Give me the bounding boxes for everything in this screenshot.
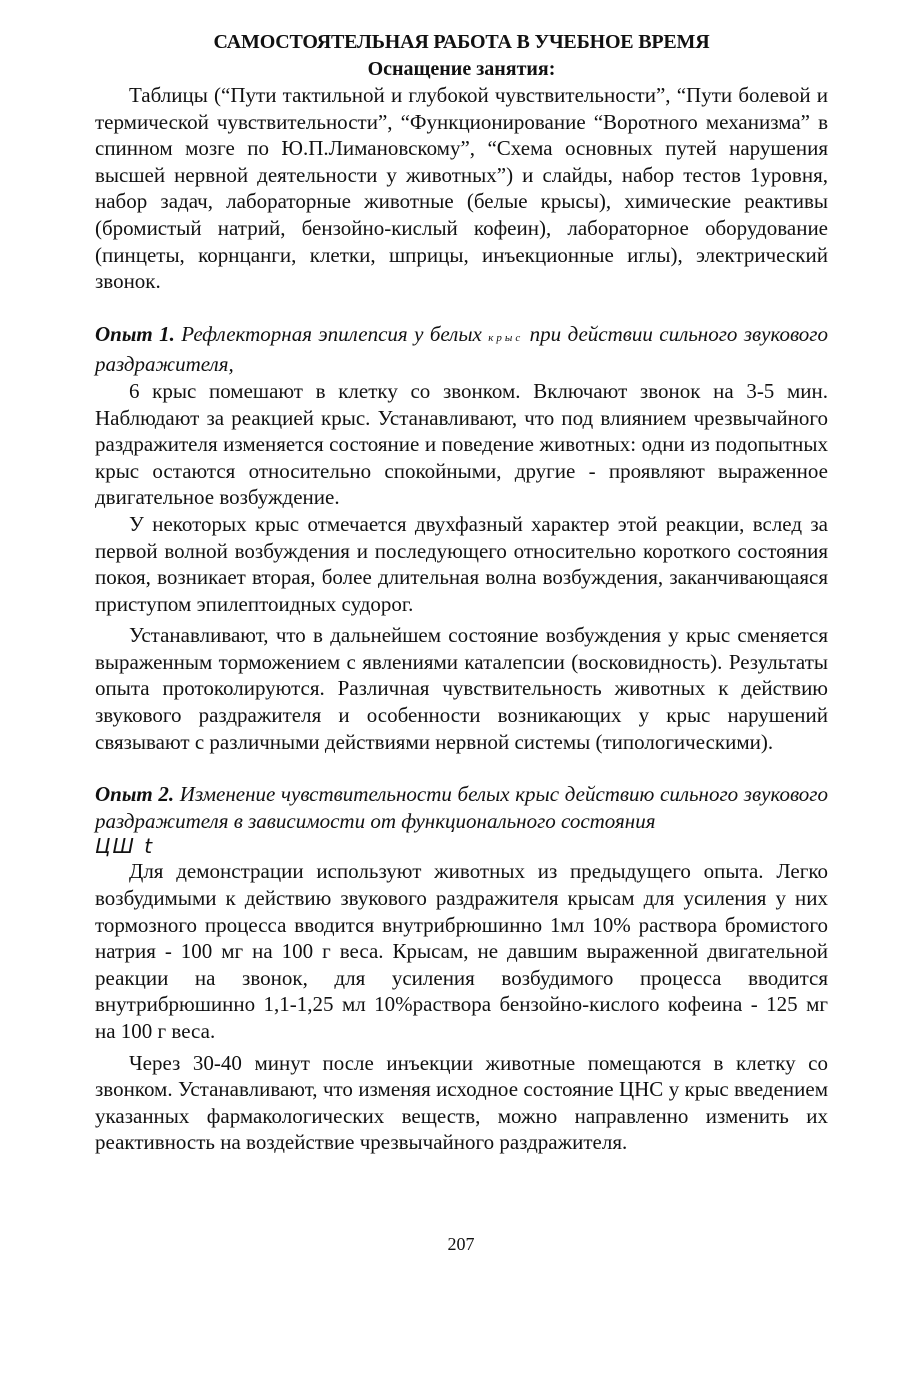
experiment-2-heading: [95, 781, 828, 858]
experiment-1-paragraph-3: Устанавливают, что в дальнейшем состояние возбуждения у крыс сменяется выраженным торможением с явлениями каталепсии (восковидность). Результаты опыта протоколируются. Различная чувствительность животных к действию звукового раздражителя и особенности возникающих у крыс нарушений связывают с различными действиями нервной системы (типологическими).: [95, 623, 828, 754]
experiment-1-paragraph-1: 6 крыс помешают в клетку со звонком. Включают звонок на 3-5 мин. Наблюдают за реакцией крыс. Устанавливают, что под влиянием чрезвычайного раздражителя изменяется состояние и поведение животных: одни из подопытных крыс остаются относительно спокойными, другие - проявляют выраженное двигательное возбуждение.: [95, 378, 828, 510]
section-gap: [95, 295, 828, 321]
experiment-2-title-tail: ЦШ t: [95, 834, 155, 859]
experiment-1-label: Опыт 1.: [95, 321, 175, 346]
document-page: [95, 28, 828, 1156]
page-title: САМОСТОЯТЕЛЬНАЯ РАБОТА В УЧЕБНОЕ ВРЕМЯ: [213, 31, 710, 53]
section-gap: [95, 755, 828, 781]
section-subtitle: Оснащение занятия:: [367, 58, 556, 80]
equipment-paragraph: Таблицы (“Пути тактильной и глубокой чувствительности”, “Пути болевой и термической чувствительности”, “Функционирование “Воротного механизма” в спинном мозге по Ю.П.Лимановскому”, “Схема основных путей нарушения высшей нервной деятельности у животных”) и слайды, набор тестов 1уровня, набор задач, лабораторные животные (белые крысы), химические реактивы (бромистый натрий, бензойно-кислый кофеин), лабораторное оборудование (пинцеты, корнцанги, клетки, шприцы, инъекционные иглы), электрический звонок.: [95, 83, 828, 294]
experiment-2-paragraph-2: Через 30-40 минут после инъекции животные помещаются в клетку со звонком. Устанавливают, что изменяя исходное состояние ЦНС у крыс введением указанных фармакологических веществ, можно направленно изменить их реактивность на воздействие чрезвычайного раздражителя.: [95, 1050, 828, 1155]
experiment-1-paragraph-2: У некоторых крыс отмечается двухфазный характер этой реакции, вслед за первой волной возбуждения и последующего относительно короткого состояния покоя, возникает вторая, более длительная волна возбуждения, заканчивающаяся приступом эпилептоидных судорог.: [95, 511, 828, 616]
experiment-1-title-part1: Рефлекторная эпилепсия у белых: [174, 321, 489, 346]
experiment-2-paragraph-1: Для демонстрации используют животных из предыдущего опыта. Легко возбудимыми к действию звукового раздражителя крысам для усиления у них тормозного процесса вводится внутрибрюшинно 1мл 10% раствора бромистого натрия - 100 мг на 100 г веса. Крысам, не давшим выраженной двигательной реакции на звонок, для усиления возбудимого процесса вводится внутрибрюшинно 1,1-1,25 мл 10%раствора бензойно-кислого кофеина - 125 мг на 100 г веса.: [95, 859, 828, 1043]
experiment-2-title: Изменение чувствительности белых крыс действию сильного звукового раздражителя в зависимости от функционального состояния: [95, 782, 828, 833]
page-number: 207: [447, 1234, 475, 1254]
experiment-2-label: Опыт 2.: [95, 782, 175, 807]
experiment-1-heading: [95, 321, 828, 378]
experiment-1-title-part2: при действии сильного звукового раздражителя,: [95, 321, 828, 377]
experiment-1-title-small: крыс: [488, 331, 524, 344]
